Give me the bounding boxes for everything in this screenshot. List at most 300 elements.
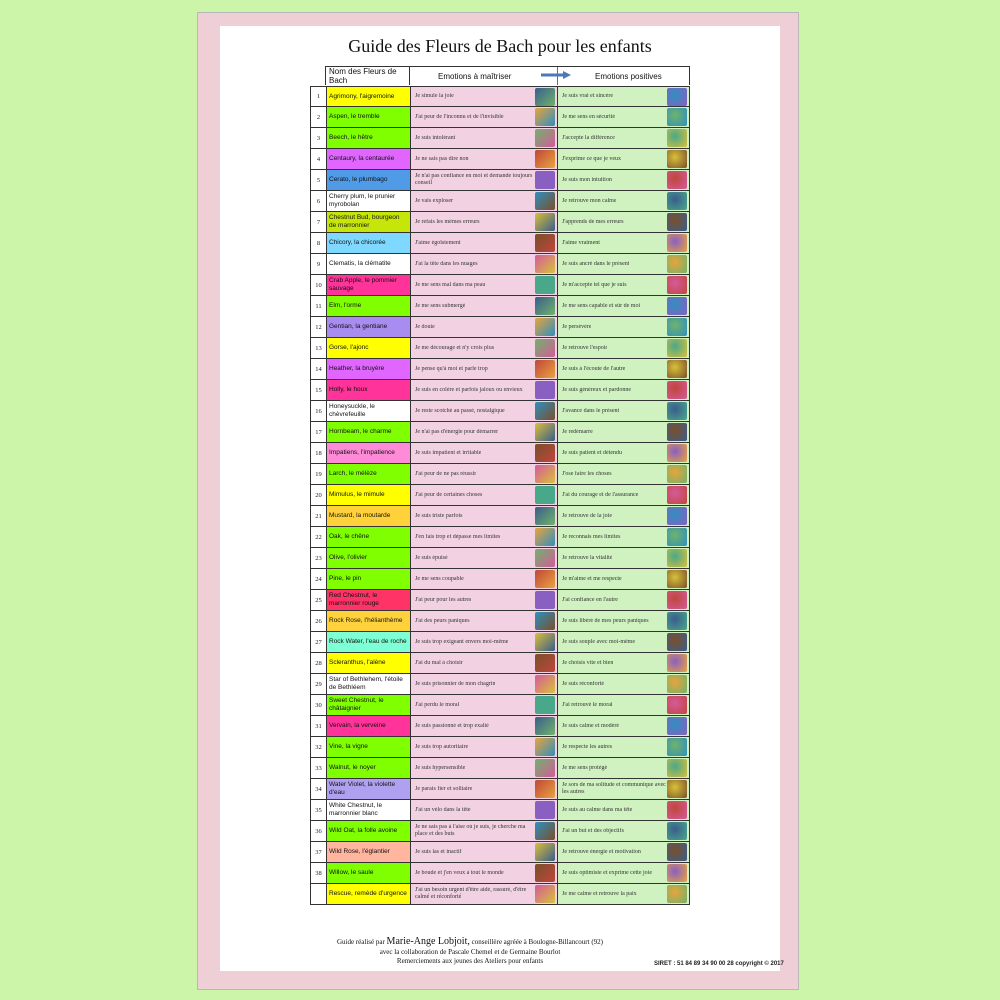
table-row: [310, 380, 690, 401]
negative-emotion-text: Je suis intolérant: [415, 134, 456, 141]
negative-emotion-text: Je me sens submergé: [415, 302, 466, 309]
positive-emotion-cell: [558, 401, 689, 421]
negative-emotion-text: Je suis en colère et parfois jaloux ou envieux: [415, 386, 523, 393]
negative-emotion-cell: [411, 128, 558, 148]
positive-emotion-text: Je m'aime et me respecte: [562, 575, 622, 582]
illustration-icon: [535, 423, 555, 441]
illustration-icon: [667, 213, 687, 231]
negative-emotion-cell: [411, 884, 558, 904]
positive-emotion-cell: [558, 716, 689, 736]
table-row: [310, 317, 690, 338]
negative-emotion-text: Je suis trop exigeant envers moi-même: [415, 638, 509, 645]
negative-emotion-cell: [411, 716, 558, 736]
illustration-icon: [535, 402, 555, 420]
row-number: 30: [311, 695, 327, 715]
negative-emotion-cell: [411, 779, 558, 799]
table-row: [310, 464, 690, 485]
illustration-icon: [535, 88, 555, 106]
row-number: 12: [311, 317, 327, 337]
illustration-icon: [535, 213, 555, 231]
positive-emotion-cell: [558, 443, 689, 463]
flower-name: Gorse, l'ajonc: [327, 338, 411, 358]
row-number: 38: [311, 863, 327, 883]
row-number: 23: [311, 548, 327, 568]
table-row: [310, 821, 690, 842]
illustration-icon: [535, 171, 555, 189]
positive-emotion-text: Je sors de ma solitude et communique avec les autres: [562, 782, 666, 795]
illustration-icon: [667, 423, 687, 441]
row-number: 6: [311, 191, 327, 211]
illustration-icon: [667, 717, 687, 735]
illustration-icon: [535, 885, 555, 903]
row-number: 24: [311, 569, 327, 589]
negative-emotion-text: J'ai la tête dans les nuages: [415, 260, 478, 267]
table-row: [310, 485, 690, 506]
positive-emotion-cell: [558, 87, 689, 106]
flower-name: Mustard, la moutarde: [327, 506, 411, 526]
negative-emotion-cell: [411, 821, 558, 841]
negative-emotion-cell: [411, 527, 558, 547]
flower-name: Vine, la vigne: [327, 737, 411, 757]
negative-emotion-cell: [411, 170, 558, 190]
positive-emotion-text: J'ai confiance en l'autre: [562, 596, 618, 603]
flower-name: Elm, l'orme: [327, 296, 411, 316]
table-row: [310, 275, 690, 296]
table-row: [310, 548, 690, 569]
row-number: 21: [311, 506, 327, 526]
row-number: 2: [311, 107, 327, 127]
positive-emotion-text: J'apprends de mes erreurs: [562, 218, 624, 225]
table-row: [310, 506, 690, 527]
negative-emotion-cell: [411, 275, 558, 295]
table-row: [310, 233, 690, 254]
footer-siret: SIRET : 51 84 89 34 90 00 28 copyright © 2017: [654, 961, 784, 967]
illustration-icon: [667, 339, 687, 357]
flower-name: Red Chestnut, le marronnier rouge: [327, 590, 411, 610]
negative-emotion-text: Je me décourage et n'y crois plus: [415, 344, 495, 351]
negative-emotion-text: J'ai du mal à choisir: [415, 659, 463, 666]
positive-emotion-text: Je suis généreux et pardonne: [562, 386, 631, 393]
positive-emotion-text: Je persévère: [562, 323, 592, 330]
flower-name: Hornbeam, le charme: [327, 422, 411, 442]
illustration-icon: [667, 381, 687, 399]
table-row: [310, 401, 690, 422]
illustration-icon: [667, 171, 687, 189]
table-row: [310, 863, 690, 884]
illustration-icon: [667, 528, 687, 546]
positive-emotion-cell: [558, 569, 689, 589]
illustration-icon: [535, 465, 555, 483]
positive-emotion-cell: [558, 863, 689, 883]
flower-name: Centaury, la centaurée: [327, 149, 411, 169]
negative-emotion-text: J'ai peur de ne pas réussir: [415, 470, 477, 477]
table-row: [310, 632, 690, 653]
positive-emotion-text: Je respecte les autres: [562, 743, 613, 750]
positive-emotion-cell: [558, 338, 689, 358]
negative-emotion-cell: [411, 548, 558, 568]
flower-name: Willow, le saule: [327, 863, 411, 883]
flower-name: Water Violet, la violette d'eau: [327, 779, 411, 799]
negative-emotion-cell: [411, 506, 558, 526]
positive-emotion-text: J'ai retrouvé le moral: [562, 701, 613, 708]
negative-emotion-text: Je vais exploser: [415, 197, 453, 204]
row-number: 36: [311, 821, 327, 841]
flower-name: Cherry plum, le prunier myrobolan: [327, 191, 411, 211]
negative-emotion-text: J'aime égoïstement: [415, 239, 461, 246]
illustration-icon: [535, 192, 555, 210]
illustration-icon: [667, 402, 687, 420]
positive-emotion-cell: [558, 275, 689, 295]
negative-emotion-text: Je suis épuisé: [415, 554, 448, 561]
illustration-icon: [667, 318, 687, 336]
negative-emotion-cell: [411, 695, 558, 715]
positive-emotion-cell: [558, 380, 689, 400]
illustration-icon: [667, 822, 687, 840]
arrow-right-icon: [540, 70, 572, 80]
positive-emotion-cell: [558, 254, 689, 274]
flower-name: Scleranthus, l'alène: [327, 653, 411, 673]
illustration-icon: [667, 591, 687, 609]
row-number: 7: [311, 212, 327, 232]
flower-name: Mimulus, le mimule: [327, 485, 411, 505]
negative-emotion-cell: [411, 674, 558, 694]
positive-emotion-cell: [558, 485, 689, 505]
negative-emotion-cell: [411, 653, 558, 673]
illustration-icon: [667, 570, 687, 588]
illustration-icon: [535, 339, 555, 357]
illustration-icon: [535, 381, 555, 399]
negative-emotion-text: J'ai peur de l'inconnu et de l'invisible: [415, 113, 504, 120]
illustration-icon: [535, 255, 555, 273]
table-row: [310, 128, 690, 149]
negative-emotion-text: J'en fais trop et dépasse mes limites: [415, 533, 501, 540]
illustration-icon: [535, 528, 555, 546]
table-row: [310, 338, 690, 359]
illustration-icon: [667, 633, 687, 651]
negative-emotion-cell: [411, 338, 558, 358]
illustration-icon: [535, 234, 555, 252]
negative-emotion-text: Je me sens mal dans ma peau: [415, 281, 486, 288]
illustration-icon: [667, 465, 687, 483]
positive-emotion-cell: [558, 212, 689, 232]
row-number: 18: [311, 443, 327, 463]
flower-name: Wild Rose, l'églantier: [327, 842, 411, 862]
negative-emotion-cell: [411, 422, 558, 442]
positive-emotion-text: Je suis au calme dans ma tête: [562, 806, 633, 813]
row-number: 9: [311, 254, 327, 274]
negative-emotion-text: Je boude et j'en veux à tout le monde: [415, 869, 504, 876]
illustration-icon: [667, 885, 687, 903]
positive-emotion-cell: [558, 548, 689, 568]
illustration-icon: [535, 108, 555, 126]
table-row: [310, 611, 690, 632]
flower-table: [310, 86, 690, 905]
illustration-icon: [667, 801, 687, 819]
table-row: [310, 254, 690, 275]
positive-emotion-cell: [558, 674, 689, 694]
table-row: [310, 590, 690, 611]
illustration-icon: [667, 444, 687, 462]
positive-emotion-cell: [558, 653, 689, 673]
flower-name: Rescue, remède d'urgence: [327, 884, 411, 904]
positive-emotion-text: J'aime vraiment: [562, 239, 600, 246]
illustration-icon: [667, 738, 687, 756]
illustration-icon: [535, 717, 555, 735]
row-number: 22: [311, 527, 327, 547]
flower-name: Cerato, le plumbago: [327, 170, 411, 190]
illustration-icon: [535, 675, 555, 693]
flower-name: Vervain, la verveine: [327, 716, 411, 736]
row-number: 15: [311, 380, 327, 400]
table-header: [325, 66, 690, 85]
negative-emotion-cell: [411, 443, 558, 463]
negative-emotion-cell: [411, 800, 558, 820]
row-number: 31: [311, 716, 327, 736]
flower-name: Clematis, la clématite: [327, 254, 411, 274]
negative-emotion-text: J'ai perdu le moral: [415, 701, 460, 708]
table-row: [310, 884, 690, 905]
positive-emotion-text: Je suis à l'écoute de l'autre: [562, 365, 626, 372]
row-number: [311, 884, 327, 904]
illustration-icon: [667, 234, 687, 252]
table-row: [310, 653, 690, 674]
positive-emotion-text: Je suis patient et détendu: [562, 449, 622, 456]
row-number: 33: [311, 758, 327, 778]
illustration-icon: [535, 633, 555, 651]
illustration-icon: [535, 864, 555, 882]
negative-emotion-text: Je suis prisonnier de mon chagrin: [415, 680, 496, 687]
illustration-icon: [535, 570, 555, 588]
illustration-icon: [667, 759, 687, 777]
negative-emotion-cell: [411, 233, 558, 253]
positive-emotion-text: Je me calme et retrouve la paix: [562, 890, 637, 897]
negative-emotion-text: Je suis trop autoritaire: [415, 743, 469, 750]
positive-emotion-cell: [558, 695, 689, 715]
table-row: [310, 296, 690, 317]
table-row: [310, 212, 690, 233]
illustration-icon: [535, 444, 555, 462]
table-row: [310, 86, 690, 107]
flower-name: Sweet Chestnut, le châtaignier: [327, 695, 411, 715]
negative-emotion-cell: [411, 401, 558, 421]
illustration-icon: [667, 192, 687, 210]
positive-emotion-text: Je suis libéré de mes peurs paniques: [562, 617, 649, 624]
illustration-icon: [667, 108, 687, 126]
positive-emotion-text: Je retrouve l'espoir: [562, 344, 608, 351]
row-number: 34: [311, 779, 327, 799]
row-number: 17: [311, 422, 327, 442]
negative-emotion-cell: [411, 149, 558, 169]
illustration-icon: [535, 780, 555, 798]
positive-emotion-text: J'ose faire les choses: [562, 470, 612, 477]
positive-emotion-cell: [558, 464, 689, 484]
positive-emotion-text: J'ai du courage et de l'assurance: [562, 491, 639, 498]
illustration-icon: [667, 612, 687, 630]
illustration-icon: [667, 654, 687, 672]
negative-emotion-text: Je parais fier et solitaire: [415, 785, 473, 792]
illustration-icon: [535, 318, 555, 336]
illustration-icon: [667, 360, 687, 378]
flower-name: Gentian, la gentiane: [327, 317, 411, 337]
flower-name: Wild Oat, la folle avoine: [327, 821, 411, 841]
positive-emotion-text: Je suis vrai et sincère: [562, 93, 613, 99]
illustration-icon: [535, 759, 555, 777]
positive-emotion-text: Je suis ancré dans le présent: [562, 260, 630, 267]
footer-author: Marie-Ange Lobjoit,: [386, 936, 470, 947]
illustration-icon: [535, 297, 555, 315]
illustration-icon: [667, 864, 687, 882]
negative-emotion-cell: [411, 464, 558, 484]
illustration-icon: [667, 675, 687, 693]
positive-emotion-cell: [558, 296, 689, 316]
table-row: [310, 800, 690, 821]
table-row: [310, 842, 690, 863]
illustration-icon: [535, 486, 555, 504]
positive-emotion-text: Je retrouve mon calme: [562, 197, 617, 204]
negative-emotion-text: Je ne sais pas dire non: [415, 155, 469, 162]
illustration-icon: [667, 88, 687, 106]
positive-emotion-cell: [558, 884, 689, 904]
row-number: 29: [311, 674, 327, 694]
page-title: Guide des Fleurs de Bach pour les enfants: [348, 36, 652, 56]
negative-emotion-cell: [411, 863, 558, 883]
row-number: 1: [311, 87, 327, 106]
positive-emotion-cell: [558, 128, 689, 148]
negative-emotion-cell: [411, 317, 558, 337]
footer-credit-line: [230, 937, 710, 947]
positive-emotion-cell: [558, 422, 689, 442]
header-name-column: Nom des Fleurs de Bach: [326, 67, 410, 85]
negative-emotion-text: J'ai des peurs paniques: [415, 617, 470, 624]
footer-credit-prefix: Guide réalisé par: [336, 938, 385, 946]
positive-emotion-text: Je me sens protégé: [562, 764, 608, 771]
positive-emotion-text: Je suis calme et modéré: [562, 722, 619, 729]
flower-name: Agrimony, l'aigremoine: [327, 87, 411, 106]
positive-emotion-text: Je suis optimiste et exprime cette joie: [562, 869, 652, 876]
positive-emotion-cell: [558, 842, 689, 862]
negative-emotion-text: Je doute: [415, 323, 435, 330]
positive-emotion-text: Je redémarre: [562, 428, 593, 435]
illustration-icon: [667, 486, 687, 504]
negative-emotion-cell: [411, 485, 558, 505]
illustration-icon: [535, 612, 555, 630]
illustration-icon: [667, 507, 687, 525]
positive-emotion-cell: [558, 317, 689, 337]
flower-name: Larch, le mélèze: [327, 464, 411, 484]
negative-emotion-text: Je suis triste parfois: [415, 512, 463, 519]
negative-emotion-cell: [411, 87, 558, 106]
negative-emotion-text: J'ai peur de certaines choses: [415, 491, 483, 498]
flower-name: Chestnut Bud, bourgeon de marronnier: [327, 212, 411, 232]
row-number: 3: [311, 128, 327, 148]
negative-emotion-text: Je n'ai pas d'énergie pour démarrer: [415, 428, 499, 435]
row-number: 10: [311, 275, 327, 295]
positive-emotion-text: Je suis réconforté: [562, 680, 604, 687]
table-row: [310, 527, 690, 548]
positive-emotion-cell: [558, 758, 689, 778]
negative-emotion-cell: [411, 254, 558, 274]
negative-emotion-text: J'ai un vélo dans la tête: [415, 806, 471, 813]
negative-emotion-text: Je suis impatient et irritable: [415, 449, 482, 456]
positive-emotion-text: J'exprime ce que je veux: [562, 155, 622, 162]
row-number: 4: [311, 149, 327, 169]
illustration-icon: [535, 150, 555, 168]
table-row: [310, 443, 690, 464]
table-row: [310, 359, 690, 380]
flower-name: Chicory, la chicorée: [327, 233, 411, 253]
flower-name: Holly, le houx: [327, 380, 411, 400]
negative-emotion-text: Je ne sais pas à l'aise où je suis, je cherche ma place et des buts: [415, 824, 526, 837]
flower-name: Star of Bethlehem, l'étoile de Bethléem: [327, 674, 411, 694]
negative-emotion-text: J'ai un besoin urgent d'être aidé, rassuré, d'être calmé et réconforté: [415, 887, 527, 900]
positive-emotion-text: Je me sens en sécurité: [562, 113, 615, 120]
negative-emotion-text: Je suis las et inactif: [415, 848, 462, 855]
positive-emotion-text: J'accepte la différence: [562, 134, 615, 141]
illustration-icon: [535, 549, 555, 567]
table-row: [310, 569, 690, 590]
positive-emotion-cell: [558, 359, 689, 379]
negative-emotion-text: Je suis hypersensible: [415, 764, 466, 771]
positive-emotion-cell: [558, 590, 689, 610]
illustration-icon: [535, 801, 555, 819]
illustration-icon: [667, 696, 687, 714]
negative-emotion-text: Je reste scotché au passé, nostalgique: [415, 407, 505, 414]
table-row: [310, 170, 690, 191]
positive-emotion-cell: [558, 800, 689, 820]
flower-name: Olive, l'olivier: [327, 548, 411, 568]
illustration-icon: [535, 654, 555, 672]
table-row: [310, 107, 690, 128]
illustration-icon: [667, 297, 687, 315]
row-number: 13: [311, 338, 327, 358]
table-row: [310, 149, 690, 170]
row-number: 35: [311, 800, 327, 820]
negative-emotion-cell: [411, 359, 558, 379]
positive-emotion-text: Je choisis vite et bien: [562, 659, 614, 666]
negative-emotion-cell: [411, 611, 558, 631]
flower-name: Walnut, le noyer: [327, 758, 411, 778]
flower-name: Honeysuckle, le chèvrefeuille: [327, 401, 411, 421]
negative-emotion-text: Je simule la joie: [415, 93, 454, 99]
positive-emotion-cell: [558, 191, 689, 211]
illustration-icon: [535, 129, 555, 147]
positive-emotion-cell: [558, 779, 689, 799]
footer-collaboration: avec la collaboration de Pascale Chemel et de Germaine Bourlot: [379, 948, 561, 956]
illustration-icon: [535, 738, 555, 756]
negative-emotion-cell: [411, 590, 558, 610]
positive-emotion-text: J'ai un but et des objectifs: [562, 827, 624, 834]
row-number: 16: [311, 401, 327, 421]
flower-name: Beech, le hêtre: [327, 128, 411, 148]
illustration-icon: [535, 360, 555, 378]
negative-emotion-cell: [411, 107, 558, 127]
positive-emotion-cell: [558, 506, 689, 526]
positive-emotion-cell: [558, 149, 689, 169]
illustration-icon: [667, 129, 687, 147]
positive-emotion-text: Je reconnais mes limites: [562, 533, 621, 540]
table-row: [310, 695, 690, 716]
flower-name: Rock Rose, l'hélianthème: [327, 611, 411, 631]
illustration-icon: [535, 822, 555, 840]
flower-name: Impatiens, l'impatience: [327, 443, 411, 463]
table-row: [310, 422, 690, 443]
flower-name: White Chestnut, le marronnier blanc: [327, 800, 411, 820]
row-number: 28: [311, 653, 327, 673]
header-negative-column: Emotions à maîtriser: [438, 71, 512, 81]
positive-emotion-text: Je retrouve la vitalité: [562, 554, 613, 561]
illustration-icon: [535, 843, 555, 861]
row-number: 25: [311, 590, 327, 610]
